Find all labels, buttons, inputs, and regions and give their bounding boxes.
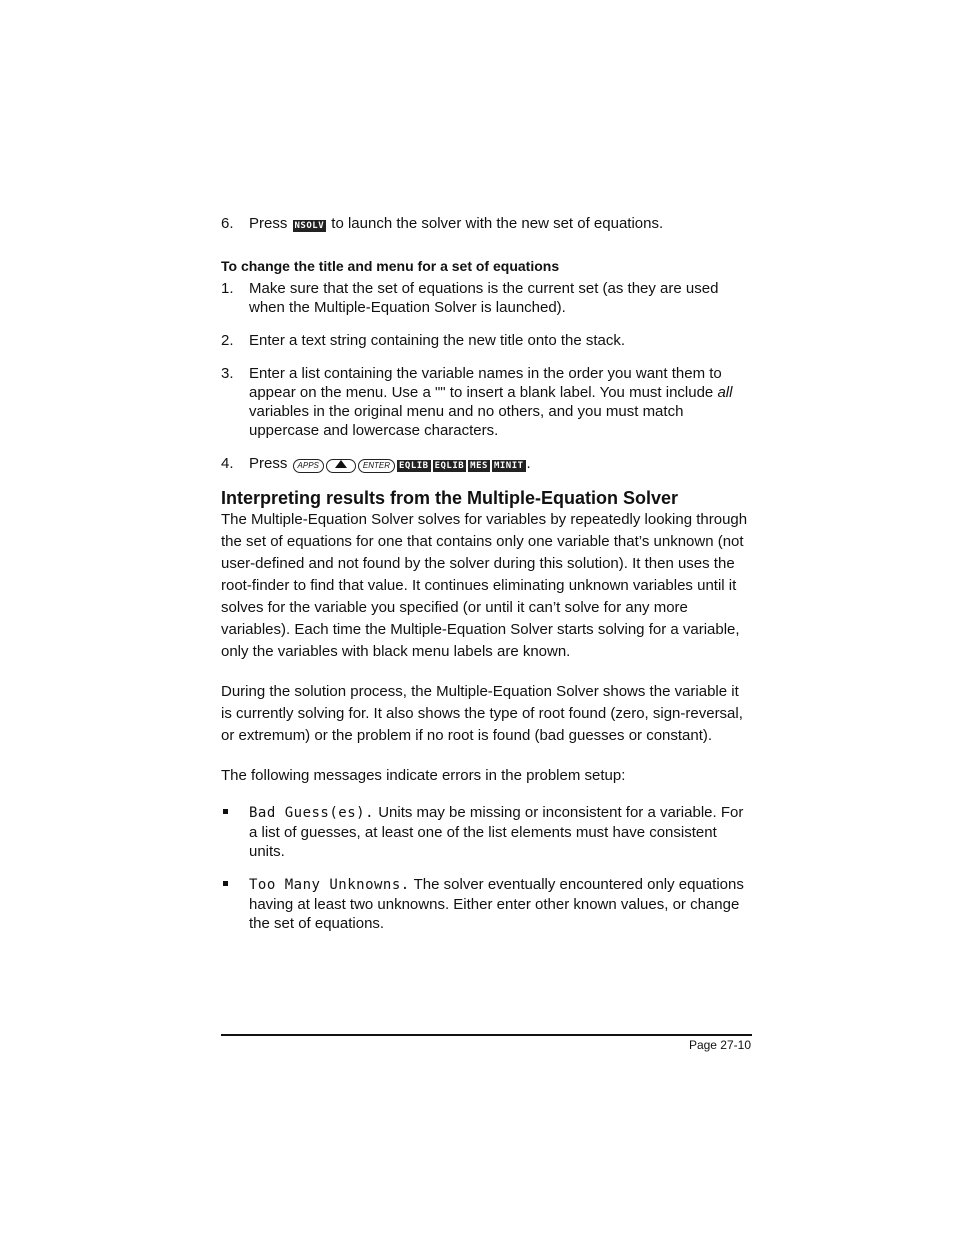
up-arrow-icon	[335, 460, 347, 468]
bullet-icon	[223, 809, 228, 814]
change-step-1	[221, 279, 753, 317]
step-text-a: Enter a list containing the variable names in the order you want them to appear on the menu. Use a "" to insert a blank label. You must include	[249, 365, 722, 401]
enter-key: ENTER	[358, 459, 395, 473]
step-emphasis: all	[717, 384, 733, 401]
step-number: 3.	[221, 365, 234, 382]
step-text-b: variables in the original menu and no others, and you must match uppercase and lowercase characters.	[249, 403, 684, 439]
step-number: 1.	[221, 280, 234, 297]
step-text: Enter a text string containing the new title onto the stack.	[249, 332, 626, 349]
bullet-text: Units may be missing or inconsistent for a variable. For a list of guesses, at least one of the list elements must have consistent units.	[249, 804, 744, 860]
error-message-code: Too Many Unknowns.	[249, 877, 410, 893]
step-6	[221, 214, 753, 233]
step-number: 4.	[221, 455, 234, 472]
section-paragraph-3: The following messages indicate errors in the problem setup:	[221, 767, 626, 784]
mes-menu-key: MES	[470, 461, 488, 471]
change-step-2	[221, 331, 753, 350]
step-number: 2.	[221, 332, 234, 349]
bullet-icon	[223, 881, 228, 886]
up-arrow-key	[326, 459, 356, 473]
eqlib-menu-key: EQLIB	[398, 461, 429, 471]
nsolv-menu-key: NSOLV	[294, 221, 325, 231]
section-paragraph-2: During the solution process, the Multiple-Equation Solver shows the variable it is currently solving for. It also shows the type of root found (zero, sign-reversal, or extremum) or the problem if no root is found (bad guesses or constant).	[221, 683, 743, 744]
minit-menu-key: MINIT	[493, 461, 524, 471]
step-text: to launch the solver with the new set of equations.	[331, 215, 664, 232]
step-number: 6.	[221, 215, 234, 232]
page-content	[221, 214, 753, 933]
change-step-3	[221, 364, 753, 440]
change-step-4	[221, 454, 753, 473]
step-press-text: Press	[249, 215, 288, 232]
bullet-text: The solver eventually encountered only equations having at least two unknowns. Either enter other known values, or change the set of equations.	[249, 876, 744, 932]
footer-rule	[221, 1034, 752, 1036]
step-end: .	[526, 455, 531, 472]
step-text: Make sure that the set of equations is the current set (as they are used when the Multiple-Equation Solver is launched).	[249, 280, 719, 316]
eqlib-menu-key-2: EQLIB	[434, 461, 465, 471]
section-paragraph-1: The Multiple-Equation Solver solves for variables by repeatedly looking through the set of equations for one that contains only one variable that’s unknown (not user-defined and not found by the solver during this solution). It then uses the root-finder to find that value. It continues eliminating unknown variables until it solves for the variable you specified (or until it can’t solve for any more variables). Each time the Multiple-Equation Solver starts solving for a variable, only the variables with black menu labels are known.	[221, 511, 748, 660]
apps-key: APPS	[293, 459, 324, 473]
error-message-code: Bad Guess(es).	[249, 805, 375, 821]
step-press-text: Press	[249, 455, 288, 472]
section-title: Interpreting results from the Multiple-Equation Solver	[221, 488, 679, 508]
page-number: Page 27-10	[688, 1038, 751, 1052]
change-title-heading: To change the title and menu for a set of equations	[221, 258, 560, 274]
bullet-bad-guess	[221, 803, 753, 861]
bullet-too-many-unknowns	[221, 875, 753, 933]
